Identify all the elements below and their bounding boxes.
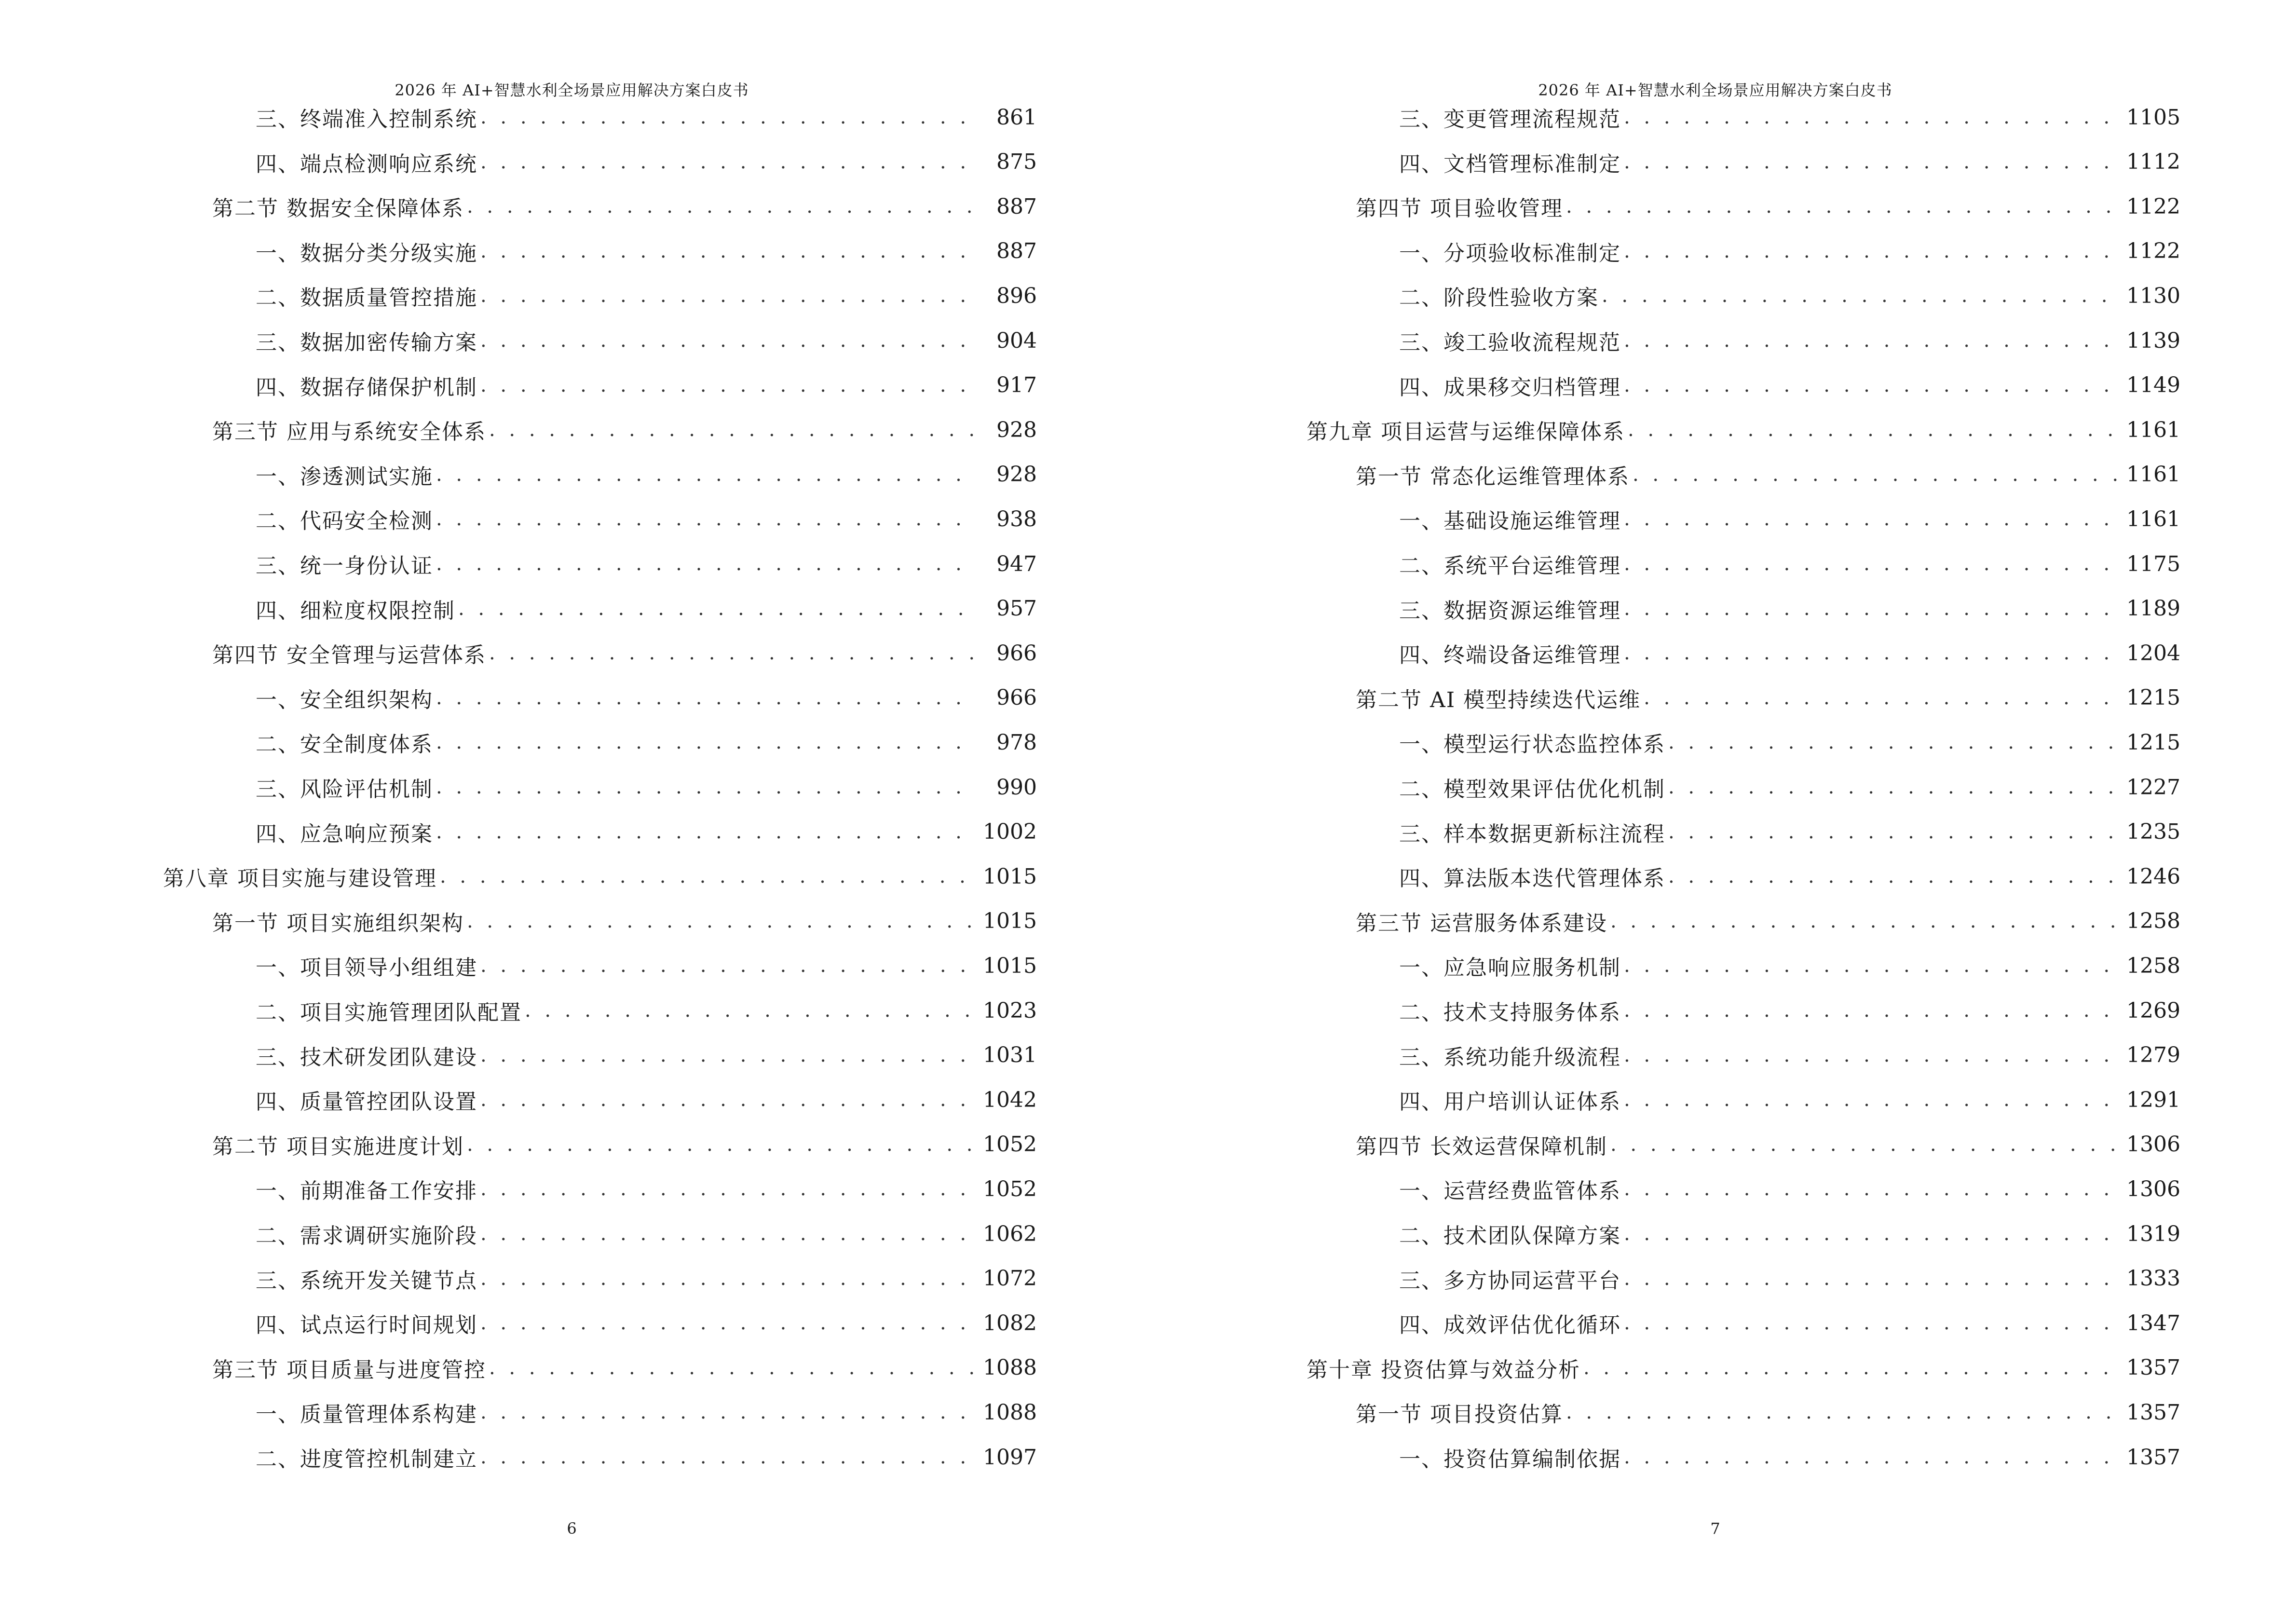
dot-leader	[1624, 240, 2118, 262]
dot-leader	[436, 821, 974, 843]
dot-leader	[1668, 731, 2118, 753]
toc-entry-page: 1357	[2126, 1355, 2180, 1380]
toc-entry[interactable]	[256, 452, 1037, 497]
toc-entry-page: 1122	[2126, 239, 2180, 264]
toc-entry-title: 第三节 应用与系统安全体系	[212, 420, 486, 445]
toc-entry-page: 966	[996, 641, 1037, 666]
dot-leader	[458, 598, 974, 620]
toc-entry[interactable]	[1399, 95, 2180, 139]
dot-leader	[1624, 1268, 2118, 1290]
dot-leader	[1628, 419, 2118, 441]
toc-entry-page: 928	[996, 462, 1037, 487]
dot-leader	[1624, 508, 2118, 530]
dot-leader	[1624, 151, 2118, 173]
toc-entry[interactable]	[256, 1078, 1037, 1122]
toc-entry-title: 一、项目领导小组组建	[256, 955, 477, 981]
toc-entry-page: 1023	[983, 998, 1037, 1023]
toc-entry[interactable]	[1399, 1212, 2180, 1256]
dot-leader	[1624, 955, 2118, 977]
toc-entry-title: 四、终端设备运维管理	[1399, 643, 1621, 668]
toc-entry-title: 四、用户培训认证体系	[1399, 1090, 1621, 1115]
toc-entry-page: 990	[996, 775, 1037, 800]
dot-leader	[480, 106, 974, 128]
toc-entry[interactable]	[256, 1167, 1037, 1211]
toc-entry-page: 887	[996, 194, 1037, 219]
toc-entry-title: 四、数据存储保护机制	[256, 375, 477, 400]
toc-entry-page: 1015	[983, 953, 1037, 978]
dot-leader	[436, 508, 974, 530]
toc-entry-title: 第二节 项目实施进度计划	[212, 1134, 464, 1159]
toc-entry[interactable]	[212, 899, 1037, 943]
toc-entry[interactable]	[1399, 542, 2180, 586]
toc-entry[interactable]	[1356, 899, 2180, 943]
toc-entry-title: 三、数据加密传输方案	[256, 330, 477, 355]
toc-entry-page: 1357	[2126, 1400, 2180, 1425]
toc-entry-page: 1215	[2126, 685, 2180, 710]
dot-leader	[480, 1401, 974, 1423]
toc-entry-title: 一、数据分类分级实施	[256, 241, 477, 266]
toc-entry[interactable]	[1399, 140, 2180, 184]
dot-leader	[1624, 329, 2118, 352]
toc-entry[interactable]	[256, 140, 1037, 184]
toc-entry[interactable]	[1399, 988, 2180, 1033]
toc-entry[interactable]	[1356, 1390, 2180, 1434]
toc-entry-page: 1189	[2126, 596, 2180, 621]
toc-entry-page: 1082	[983, 1310, 1037, 1336]
toc-entry-title: 二、数据质量管控措施	[256, 286, 477, 311]
dot-leader	[1624, 1178, 2118, 1200]
toc-entry[interactable]	[256, 943, 1037, 988]
toc-entry[interactable]	[256, 542, 1037, 586]
toc-entry-title: 一、前期准备工作安排	[256, 1179, 477, 1204]
toc-entry[interactable]	[1399, 1167, 2180, 1211]
toc-entry-title: 一、分项验收标准制定	[1399, 241, 1621, 266]
toc-entry[interactable]	[256, 497, 1037, 541]
toc-entry[interactable]	[1399, 1256, 2180, 1301]
dot-leader	[480, 1446, 974, 1468]
toc-entry-title: 四、文档管理标准制定	[1399, 151, 1621, 177]
toc-entry[interactable]	[1399, 631, 2180, 675]
toc-entry-page: 1175	[2126, 551, 2180, 576]
toc-entry[interactable]	[256, 1435, 1037, 1479]
dot-leader	[480, 1268, 974, 1290]
toc-entry[interactable]	[1399, 229, 2180, 273]
toc-entry-page: 1333	[2126, 1266, 2180, 1291]
dot-leader	[1624, 1223, 2118, 1245]
dot-leader	[480, 1312, 974, 1334]
toc-entry-page: 938	[996, 506, 1037, 532]
toc-entry[interactable]	[256, 318, 1037, 363]
toc-entry-page: 1269	[2126, 998, 2180, 1023]
toc-entry[interactable]	[1399, 497, 2180, 541]
toc-entry-title: 三、终端准入控制系统	[256, 107, 477, 132]
toc-entry[interactable]	[1399, 363, 2180, 408]
toc-entry[interactable]	[1399, 1301, 2180, 1345]
toc-entry[interactable]	[1399, 765, 2180, 809]
toc-entry-page: 1042	[983, 1087, 1037, 1112]
dot-leader	[480, 285, 974, 307]
toc-entry-page: 1227	[2126, 775, 2180, 800]
dot-leader	[1566, 195, 2118, 218]
toc-entry[interactable]	[1399, 1078, 2180, 1122]
toc-entry-page: 1002	[983, 819, 1037, 845]
toc-entry[interactable]	[1399, 273, 2180, 318]
toc-entry[interactable]	[212, 631, 1037, 675]
toc-entry-title: 四、试点运行时间规划	[256, 1313, 477, 1338]
toc-entry-title: 第四节 项目验收管理	[1356, 196, 1563, 221]
toc-entry-title: 三、技术研发团队建设	[256, 1045, 477, 1070]
toc-entry-title: 第一节 项目投资估算	[1356, 1402, 1563, 1427]
dot-leader	[1610, 910, 2118, 932]
dot-leader	[480, 1223, 974, 1245]
toc-entry-page: 1052	[983, 1176, 1037, 1201]
page-number: 6	[567, 1519, 577, 1538]
toc-entry[interactable]	[1307, 1346, 2180, 1390]
toc-entry-page: 1357	[2126, 1445, 2180, 1470]
dot-leader	[1624, 553, 2118, 575]
dot-leader	[1624, 374, 2118, 396]
dot-leader	[1668, 821, 2118, 843]
toc-entry[interactable]	[212, 408, 1037, 452]
toc-entry-title: 二、系统平台运维管理	[1399, 554, 1621, 578]
toc-entry-title: 第四节 长效运营保障机制	[1356, 1134, 1607, 1159]
toc-entry-title: 第九章 项目运营与运维保障体系	[1307, 420, 1625, 445]
toc-entry-page: 1279	[2126, 1043, 2180, 1068]
dot-leader	[1668, 776, 2118, 798]
toc-entry[interactable]	[212, 1346, 1037, 1390]
dot-leader	[489, 642, 974, 664]
toc-entry-page: 1161	[2126, 506, 2180, 532]
dot-leader	[1624, 642, 2118, 664]
toc-entry-title: 第一节 项目实施组织架构	[212, 911, 464, 936]
toc-entry-page: 1112	[2126, 150, 2180, 175]
toc-entry-title: 四、端点检测响应系统	[256, 151, 477, 177]
dot-leader	[440, 865, 974, 887]
dot-leader	[1644, 687, 2118, 709]
dot-leader	[489, 1357, 974, 1379]
toc-entry-title: 三、样本数据更新标注流程	[1399, 821, 1665, 846]
toc-entry-page: 1052	[983, 1132, 1037, 1157]
toc-entry-title: 第十章 投资估算与效益分析	[1307, 1357, 1580, 1382]
toc-entry-page: 1122	[2126, 194, 2180, 219]
toc-entry-page: 1319	[2126, 1221, 2180, 1246]
dot-leader	[480, 374, 974, 396]
toc-entry-page: 947	[996, 551, 1037, 576]
toc-entry[interactable]	[256, 1033, 1037, 1078]
toc-entry-page: 1291	[2126, 1087, 2180, 1112]
toc-entry[interactable]	[163, 854, 1037, 899]
toc-entry-title: 二、阶段性验收方案	[1399, 286, 1599, 311]
toc-entry-title: 三、风险评估机制	[256, 777, 433, 802]
toc-entry-title: 第二节 AI 模型持续迭代运维	[1356, 687, 1641, 712]
dot-leader	[467, 195, 974, 218]
toc-entry[interactable]	[1399, 1033, 2180, 1078]
toc-entry-title: 一、渗透测试实施	[256, 464, 433, 489]
toc-entry-title: 四、质量管控团队设置	[256, 1090, 477, 1115]
toc-entry-title: 二、安全制度体系	[256, 732, 433, 757]
toc-entry-page: 1161	[2126, 462, 2180, 487]
toc-entry-title: 第三节 项目质量与进度管控	[212, 1357, 486, 1382]
toc-entry-title: 三、多方协同运营平台	[1399, 1268, 1621, 1293]
dot-leader	[525, 999, 974, 1022]
page-header: 2026 年 AI+智慧水利全场景应用解决方案白皮书	[1538, 81, 1892, 99]
dot-leader	[489, 419, 974, 441]
toc-entry-page: 1246	[2126, 864, 2180, 889]
dot-leader	[1624, 999, 2118, 1022]
right-page	[1144, 0, 2287, 1624]
toc-entry-title: 三、数据资源运维管理	[1399, 598, 1621, 623]
dot-leader	[480, 1044, 974, 1066]
toc-entry[interactable]	[1356, 184, 2180, 229]
toc-entry-title: 第八章 项目实施与建设管理	[163, 866, 437, 891]
toc-entry[interactable]	[256, 810, 1037, 854]
dot-leader	[480, 151, 974, 173]
toc-entry-title: 三、统一身份认证	[256, 554, 433, 578]
dot-leader	[436, 731, 974, 753]
toc-entry-page: 1105	[2126, 105, 2180, 130]
toc-entry[interactable]	[1399, 720, 2180, 764]
toc-entry[interactable]	[256, 363, 1037, 408]
toc-entry-title: 二、技术团队保障方案	[1399, 1224, 1621, 1248]
toc-entry-title: 三、系统开发关键节点	[256, 1268, 477, 1293]
toc-entry[interactable]	[1399, 587, 2180, 631]
toc-entry[interactable]	[256, 229, 1037, 273]
toc-entry-title: 二、模型效果评估优化机制	[1399, 777, 1665, 802]
dot-leader	[436, 464, 974, 486]
toc-entry-page: 1015	[983, 864, 1037, 889]
toc-entry[interactable]	[1356, 452, 2180, 497]
toc-entry-title: 四、算法版本迭代管理体系	[1399, 866, 1665, 891]
toc-entry-page: 1306	[2126, 1176, 2180, 1201]
toc-entry-title: 第一节 常态化运维管理体系	[1356, 464, 1630, 489]
toc-entry-page: 875	[996, 150, 1037, 175]
toc-entry-page: 1215	[2126, 730, 2180, 755]
dot-leader	[436, 553, 974, 575]
dot-leader	[1624, 598, 2118, 620]
toc-entry-title: 二、技术支持服务体系	[1399, 1000, 1621, 1025]
toc-entry-page: 1072	[983, 1266, 1037, 1291]
toc-entry[interactable]	[212, 184, 1037, 229]
toc-entry-page: 1130	[2126, 283, 2180, 308]
toc-entry[interactable]	[256, 765, 1037, 809]
toc-entry[interactable]	[256, 1212, 1037, 1256]
toc-entry-title: 二、需求调研实施阶段	[256, 1224, 477, 1248]
toc-entry-page: 896	[996, 283, 1037, 308]
toc-entry-page: 1149	[2126, 373, 2180, 398]
dot-leader	[467, 910, 974, 932]
toc-entry-title: 一、应急响应服务机制	[1399, 955, 1621, 981]
toc-entry-page: 1139	[2126, 328, 2180, 353]
dot-leader	[480, 240, 974, 262]
toc-entry[interactable]	[1399, 943, 2180, 988]
toc-entry[interactable]	[256, 587, 1037, 631]
toc-entry[interactable]	[256, 1301, 1037, 1345]
toc-entry-page: 1015	[983, 909, 1037, 934]
toc-entry-page: 904	[996, 328, 1037, 353]
dot-leader	[1624, 1089, 2118, 1111]
toc-entry-title: 二、代码安全检测	[256, 509, 433, 534]
dot-leader	[1583, 1357, 2118, 1379]
toc-entry-page: 1204	[2126, 641, 2180, 666]
toc-entry[interactable]	[212, 1122, 1037, 1167]
toc-entry-page: 978	[996, 730, 1037, 755]
toc-entry[interactable]	[1356, 676, 2180, 720]
dot-leader	[1668, 865, 2118, 887]
toc-entry-page: 1347	[2126, 1310, 2180, 1336]
toc-entry-page: 966	[996, 685, 1037, 710]
toc-entry[interactable]	[1399, 810, 2180, 854]
toc-entry[interactable]	[256, 988, 1037, 1033]
toc-entry[interactable]	[1356, 1122, 2180, 1167]
toc-entry-title: 二、项目实施管理团队配置	[256, 1000, 522, 1025]
toc-entry[interactable]	[1399, 318, 2180, 363]
toc-entry[interactable]	[256, 95, 1037, 139]
toc-entry[interactable]	[1307, 408, 2180, 452]
dot-leader	[436, 687, 974, 709]
dot-leader	[480, 1178, 974, 1200]
toc-entry-page: 1088	[983, 1400, 1037, 1425]
toc-entry-title: 第四节 安全管理与运营体系	[212, 643, 486, 668]
dot-leader	[436, 776, 974, 798]
toc-entry[interactable]	[256, 1390, 1037, 1434]
toc-entry-title: 一、运营经费监管体系	[1399, 1179, 1621, 1204]
toc-entry-page: 861	[996, 105, 1037, 130]
toc-entry-page: 1258	[2126, 953, 2180, 978]
toc-entry-page: 928	[996, 417, 1037, 442]
toc-entry-title: 三、变更管理流程规范	[1399, 107, 1621, 132]
toc-entry-title: 三、系统功能升级流程	[1399, 1045, 1621, 1070]
toc-entry-title: 三、竣工验收流程规范	[1399, 330, 1621, 355]
dot-leader	[1566, 1401, 2118, 1423]
toc-entry-page: 957	[996, 596, 1037, 621]
toc-entry-page: 1235	[2126, 819, 2180, 845]
toc-entry-title: 一、安全组织架构	[256, 687, 433, 712]
page-number: 7	[1710, 1519, 1720, 1538]
toc-entry-page: 1258	[2126, 909, 2180, 934]
toc-entry-page: 1097	[983, 1445, 1037, 1470]
toc-entry-page: 1031	[983, 1043, 1037, 1068]
dot-leader	[1624, 1044, 2118, 1066]
toc-entry-title: 第二节 数据安全保障体系	[212, 196, 464, 221]
toc-entry-title: 四、细粒度权限控制	[256, 598, 455, 623]
toc-entry[interactable]	[1399, 1435, 2180, 1479]
toc-entry-title: 二、进度管控机制建立	[256, 1447, 477, 1472]
toc-entry-title: 一、投资估算编制依据	[1399, 1447, 1621, 1472]
toc-entry[interactable]	[1399, 854, 2180, 899]
toc-entry-page: 1088	[983, 1355, 1037, 1380]
dot-leader	[480, 1089, 974, 1111]
toc-entry[interactable]	[256, 720, 1037, 764]
toc-entry[interactable]	[256, 676, 1037, 720]
dot-leader	[1624, 106, 2118, 128]
dot-leader	[1602, 285, 2118, 307]
toc-entry-title: 四、应急响应预案	[256, 821, 433, 846]
toc-entry-title: 四、成效评估优化循环	[1399, 1313, 1621, 1338]
toc-entry-title: 一、质量管理体系构建	[256, 1402, 477, 1427]
dot-leader	[1624, 1446, 2118, 1468]
toc-entry-title: 一、基础设施运维管理	[1399, 509, 1621, 534]
page-header: 2026 年 AI+智慧水利全场景应用解决方案白皮书	[395, 81, 749, 99]
dot-leader	[1624, 1312, 2118, 1334]
dot-leader	[1633, 464, 2118, 486]
toc-entry-page: 887	[996, 239, 1037, 264]
dot-leader	[480, 955, 974, 977]
toc-entry-page: 917	[996, 373, 1037, 398]
toc-entry-title: 四、成果移交归档管理	[1399, 375, 1621, 400]
toc-entry-page: 1161	[2126, 417, 2180, 442]
toc-entry[interactable]	[256, 1256, 1037, 1301]
toc-entry-title: 一、模型运行状态监控体系	[1399, 732, 1665, 757]
dot-leader	[480, 329, 974, 352]
toc-entry-page: 1306	[2126, 1132, 2180, 1157]
dot-leader	[1610, 1133, 2118, 1156]
toc-entry-page: 1062	[983, 1221, 1037, 1246]
toc-entry-title: 第三节 运营服务体系建设	[1356, 911, 1607, 936]
toc-entry[interactable]	[256, 273, 1037, 318]
dot-leader	[467, 1133, 974, 1156]
